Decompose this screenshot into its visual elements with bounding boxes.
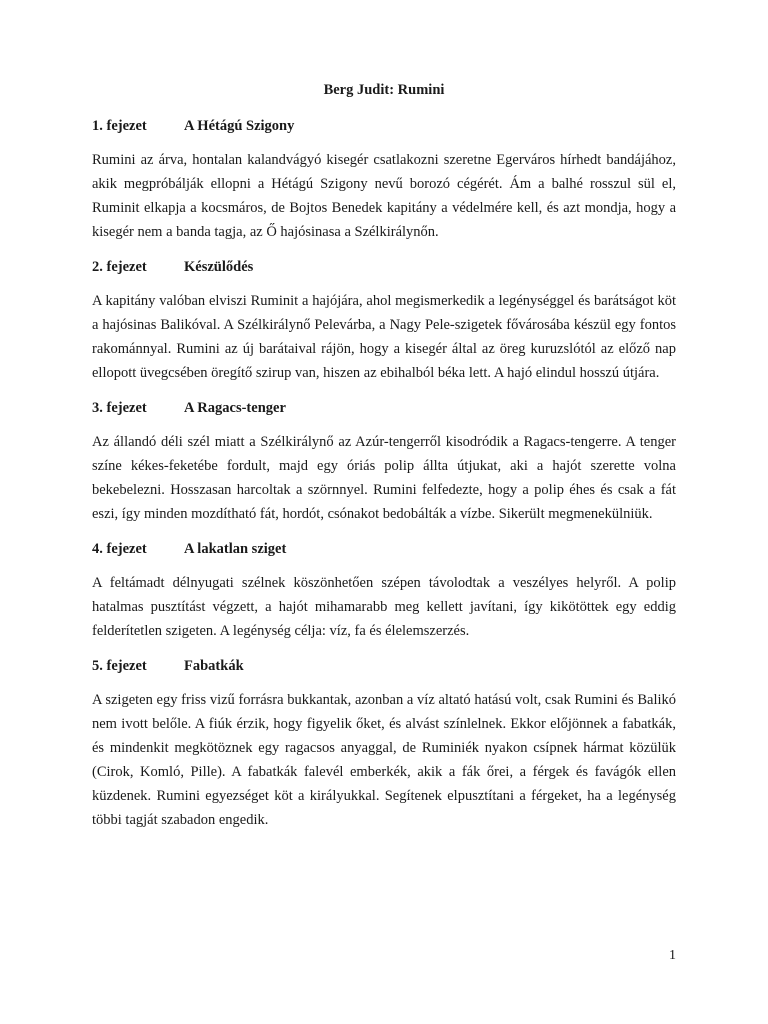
chapter-body: A szigeten egy friss vizű forrásra bukkantak, azonban a víz altató hatású volt, csak Rumini és Balikó nem ivott belőle. A fiúk érzik, hogy figyelik őket, és alvást színlelnek. Ekkor előjönnek a fabatkák, és mindenkit megkötöznek egy ragacsos anyaggal, de Ruminiék nyakon csípnek hármat közülük (Cirok, Komló, Pille). A fabatkák falevél emberkék, akik a fák őrei, a férgek és favágók ellen küzdenek. Rumini egyezséget köt a királyukkal. Segítenek elpusztítani a férgeket, ha a legénység többi tagját szabadon engedik. (92, 692, 676, 828)
chapter-heading (92, 257, 676, 277)
chapter-heading (92, 656, 676, 676)
chapter-body: A feltámadt délnyugati szélnek köszönhetően szépen távolodtak a veszélyes helyről. A polip hatalmas pusztítást végzett, a hajót mihamarabb meg kellett javítani, így kikötöttek egy eddig felderítetlen szigeten. A legénység célja: víz, fa és élelemszerzés. (92, 575, 676, 639)
chapter-5 (92, 656, 676, 832)
document-title: Berg Judit: Rumini (323, 82, 445, 98)
chapter-1 (92, 116, 676, 244)
page-number: 1 (669, 948, 676, 963)
chapter-heading (92, 398, 676, 418)
chapter-number: 1. fejezet (92, 118, 147, 134)
chapter-number: 4. fejezet (92, 541, 147, 557)
document-page (92, 80, 676, 845)
chapter-4 (92, 539, 676, 643)
chapter-title: A Hétágú Szigony (184, 118, 295, 134)
chapter-number: 2. fejezet (92, 259, 147, 275)
chapter-body: Rumini az árva, hontalan kalandvágyó kisegér csatlakozni szeretne Egerváros hírhedt bandájához, akik megpróbálják ellopni a Hétágú Szigony nevű borozó cégérét. Ám a balhé rosszul sül el, Ruminit elkapja a kocsmáros, de Bojtos Benedek kapitány a védelmére kell, és azt mondja, hogy a kisegér nem a banda tagja, az Ő hajósinasa a Szélkirálynőn. (92, 152, 676, 240)
chapter-number: 3. fejezet (92, 400, 147, 416)
chapter-title: A Ragacs-tenger (184, 400, 286, 416)
chapter-2 (92, 257, 676, 385)
chapter-heading (92, 116, 676, 136)
chapter-body: A kapitány valóban elviszi Ruminit a hajójára, ahol megismerkedik a legénységgel és barátságot köt a hajósinas Balikóval. A Szélkirálynő Pelevárba, a Nagy Pele-szigetek fővárosába készül egy fontos rakománnyal. Rumini az új barátaival rájön, hogy a kisegér által az öreg kuruzslótól az előző nap ellopott üvegcsében öregítő szirup van, hiszen az ebihalból béka lett. A hajó elindul hosszú útjára. (92, 293, 676, 381)
chapter-title: Készülődés (184, 259, 254, 275)
chapter-number: 5. fejezet (92, 658, 147, 674)
chapter-heading (92, 539, 676, 559)
chapter-title: A lakatlan sziget (184, 541, 287, 557)
chapter-title: Fabatkák (184, 658, 244, 674)
chapter-body: Az állandó déli szél miatt a Szélkirálynő az Azúr-tengerről kisodródik a Ragacs-tengerre. A tenger színe kékes-feketébe fordult, majd egy óriás polip állta útjukat, aki a hajót szerette volna bekebelezni. Hosszasan harcoltak a szörnnyel. Rumini felfedezte, hogy a polip éhes és csak a fát eszi, így minden mozdítható fát, hordót, csónakot bedobálták a vízbe. Sikerült megmenekülniük. (92, 434, 676, 522)
chapter-3 (92, 398, 676, 526)
